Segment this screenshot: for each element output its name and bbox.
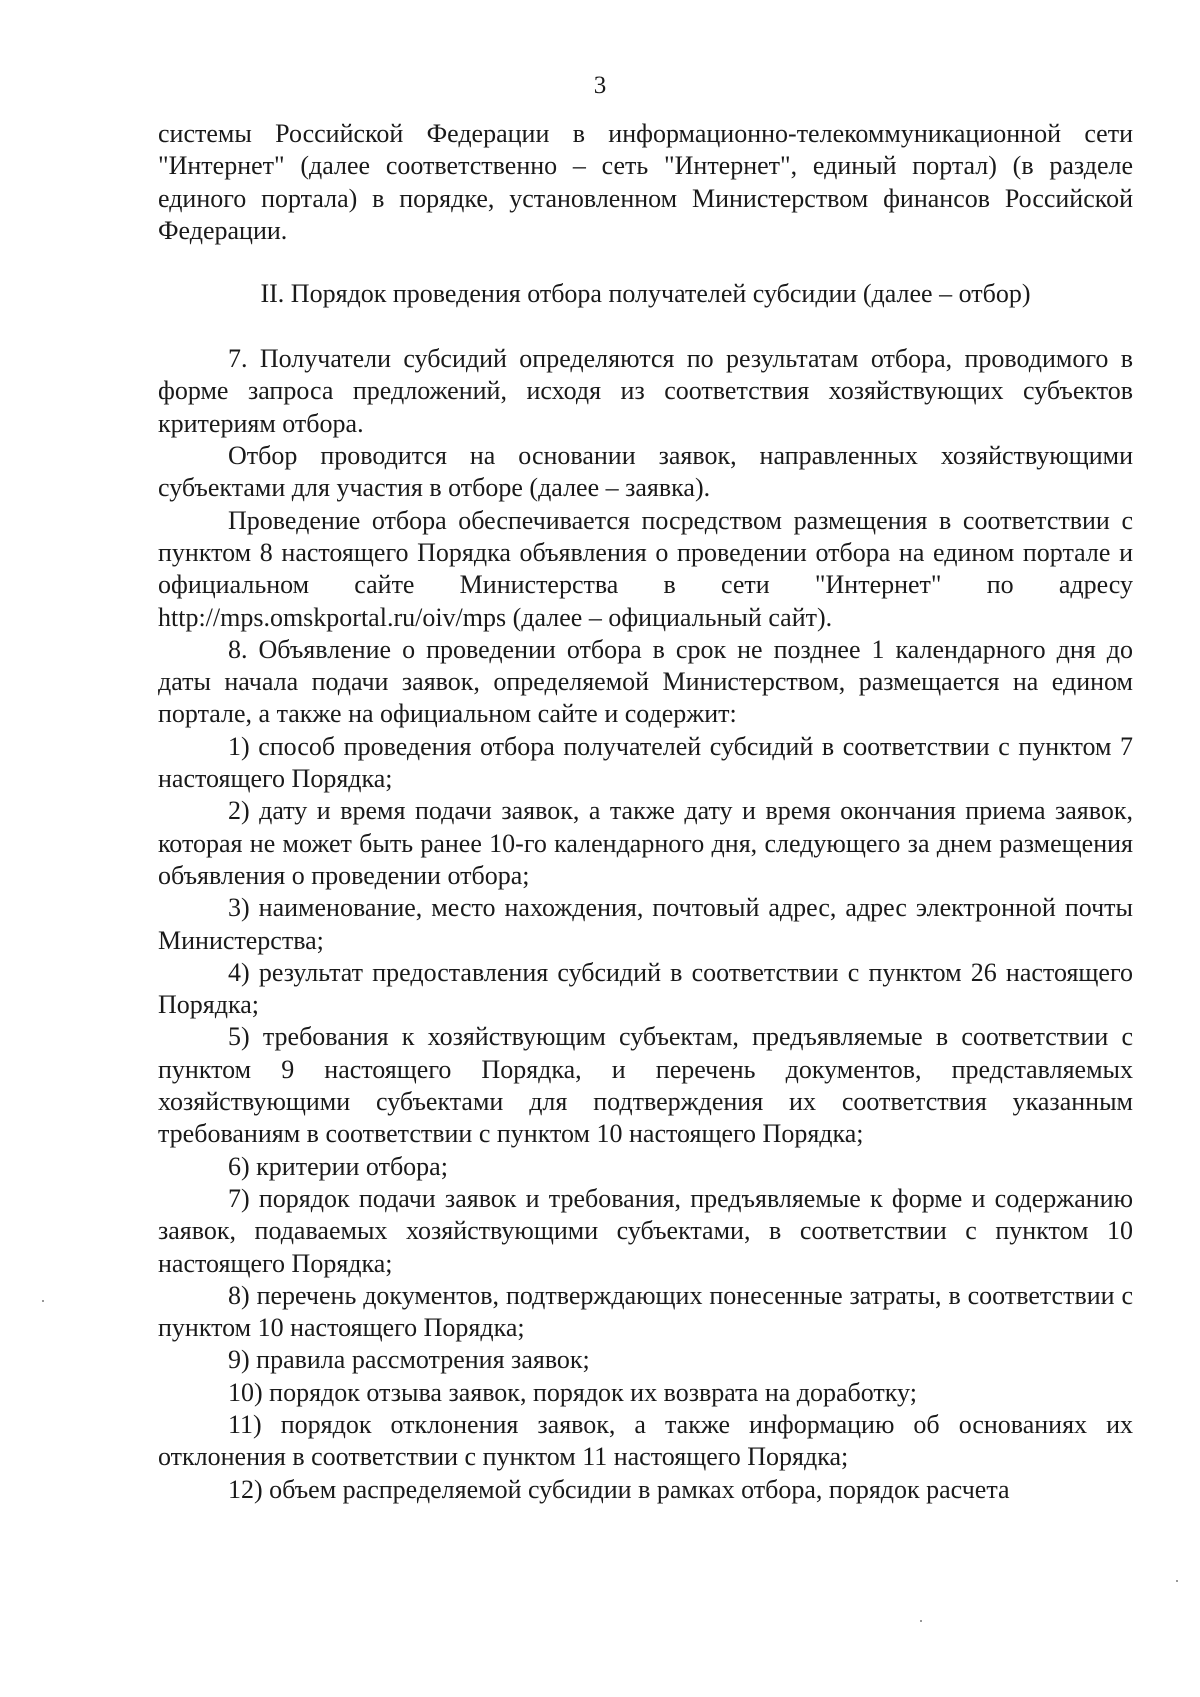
list-item-1: 1) способ проведения отбора получателей субсидий в соответствии с пунктом 7 настоящего Порядка; — [158, 731, 1133, 794]
list-item-10: 10) порядок отзыва заявок, порядок их возврата на доработку; — [228, 1377, 917, 1407]
list-item-11: 11) порядок отклонения заявок, а также информацию об основаниях их отклонения в соответствии с пунктом 11 настоящего Порядка; — [158, 1409, 1133, 1472]
paragraph-selection-basis: Отбор проводится на основании заявок, направленных хозяйствующими субъектами для участия в отборе (далее – заявка). — [158, 441, 1133, 503]
document-body — [158, 118, 1133, 1506]
list-item-5: 5) требования к хозяйствующим субъектам, предъявляемые в соответствии с пунктом 9 настоящего Порядка, и перечень документов, представляемых хозяйствующими субъектами для подтверждения их соответствия указанным требованиям в соответствии с пунктом 10 настоящего Порядка; — [158, 1022, 1133, 1149]
list-item-7: 7) порядок подачи заявок и требования, предъявляемые к форме и содержанию заявок, подаваемых хозяйствующими субъектами, в соответствии с пунктом 10 настоящего Порядка; — [158, 1183, 1133, 1278]
scan-speck — [920, 1620, 922, 1622]
list-item-4: 4) результат предоставления субсидий в соответствии с пунктом 26 настоящего Порядка; — [158, 957, 1133, 1020]
list-item-8: 8) перечень документов, подтверждающих понесенные затраты, в соответствии с пунктом 10 настоящего Порядка; — [158, 1280, 1133, 1343]
list-item-6: 6) критерии отбора; — [228, 1151, 448, 1181]
intro-paragraph: системы Российской Федерации в информационно-телекоммуникационной сети "Интернет" (далее соответственно – сеть "Интернет", единый портал) (в разделе единого портала) в порядке, установленном Министерством финансов Российской Федерации. — [158, 119, 1133, 245]
paragraph-8: 8. Объявление о проведении отбора в срок не позднее 1 календарного дня до даты начала подачи заявок, определяемой Министерством, размещается на едином портале, а также на официальном сайте и содержит: — [158, 634, 1133, 729]
paragraph-7: 7. Получатели субсидий определяются по результатам отбора, проводимого в форме запроса предложений, исходя из соответствия хозяйствующих субъектов критериям отбора. — [158, 344, 1133, 438]
list-item-12: 12) объем распределяемой субсидии в рамках отбора, порядок расчета — [228, 1474, 1010, 1504]
page-number: 3 — [593, 72, 607, 99]
scan-speck — [1176, 1580, 1178, 1582]
list-item-2: 2) дату и время подачи заявок, а также дату и время окончания приема заявок, которая не может быть ранее 10-го календарного дня, следующего за днем размещения объявления о проведении отбора; — [158, 796, 1133, 890]
list-item-3: 3) наименование, место нахождения, почтовый адрес, адрес электронной почты Министерства; — [158, 893, 1133, 955]
scan-speck — [42, 1300, 44, 1302]
section-heading: II. Порядок проведения отбора получателей субсидии (далее – отбор) — [260, 279, 1031, 309]
paragraph-selection-publication: Проведение отбора обеспечивается посредством размещения в соответствии с пунктом 8 настоящего Порядка объявления о проведении отбора на едином портале и официальном сайте Министерства в сети "Интернет" по адресу http://mps.omskportal.ru/oiv/mps (далее – официальный сайт). — [158, 505, 1133, 632]
list-item-9: 9) правила рассмотрения заявок; — [228, 1345, 590, 1375]
